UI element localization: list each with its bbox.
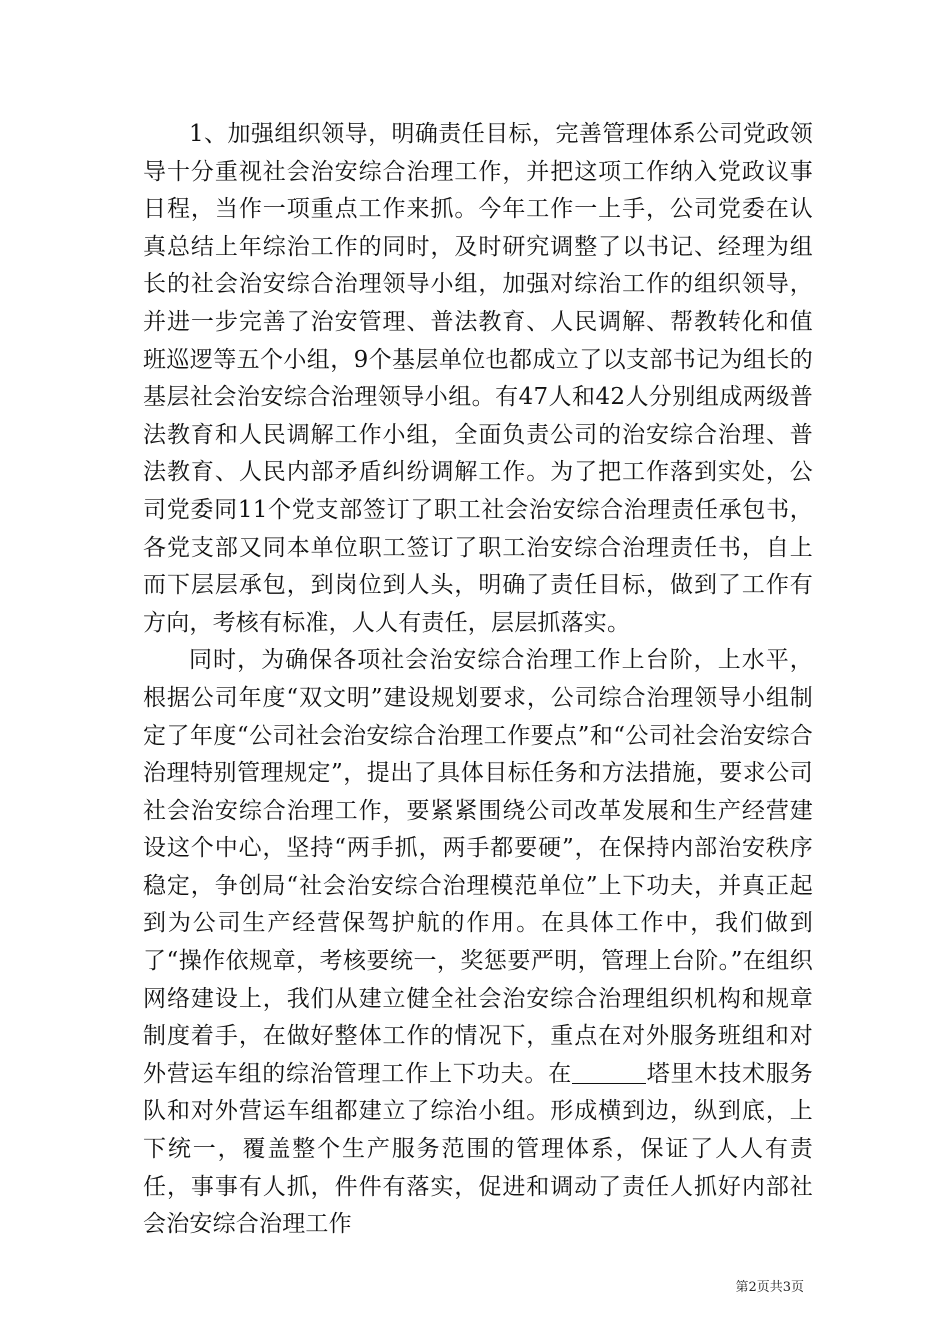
fill-in-blank: [572, 1060, 646, 1084]
paragraph-1: 1、加强组织领导，明确责任目标，完善管理体系公司党政领导十分重视社会治安综合治理工作，并把这项工作纳入党政议事日程，当作一项重点工作来抓。今年工作一上手，公司党委在认真总结上年综治工作的同时，及时研究调整了以书记、经理为组长的社会治安综合治理领导小组，加强对综治工作的组织领导，并进一步完善了治安管理、普法教育、人民调解、帮教转化和值班巡逻等五个小组，9个基层单位也都成立了以支部书记为组长的基层社会治安综合治理领导小组。有47人和42人分别组成两级普法教育和人民调解工作小组，全面负责公司的治安综合治理、普法教育、人民内部矛盾纠纷调解工作。为了把工作落到实处，公司党委同11个党支部签订了职工社会治安综合治理责任承包书，各党支部又同本单位职工签订了职工治安综合治理责任书，自上而下层层承包，到岗位到人头，明确了责任目标，做到了工作有方向，考核有标准，人人有责任，层层抓落实。: [143, 121, 813, 636]
paragraph-2-text-after-blank: 塔里木技术服务队和对外营运车组都建立了综治小组。形成横到边，纵到底，上下统一，覆盖整个生产服务范围的管理体系，保证了人人有责任，事事有人抓，件件有落实，促进和调动了责任人抓好内部社会治安综合治理工作: [143, 1060, 813, 1238]
paragraph-2-text-before-blank: 同时，为确保各项社会治安综合治理工作上台阶，上水平，根据公司年度“双文明”建设规划要求，公司综合治理领导小组制定了年度“公司社会治安综合治理工作要点”和“公司社会治安综合治理特别管理规定”，提出了具体目标任务和方法措施，要求公司社会治安综合治理工作，要紧紧围绕公司改革发展和生产经营建设这个中心，坚持“两手抓，两手都要硬”，在保持内部治安秩序稳定，争创局“社会治安综合治理模范单位”上下功夫，并真正起到为公司生产经营保驾护航的作用。在具体工作中，我们做到了“操作依规章，考核要统一，奖惩要严明，管理上台阶。”在组织网络建设上，我们从建立健全社会治安综合治理组织机构和规章制度着手，在做好整体工作的情况下，重点在对外服务班组和对外营运车组的综治管理工作上下功夫。在: [143, 647, 813, 1087]
paragraph-2: [143, 642, 813, 1244]
document-body: [143, 116, 813, 1244]
page-number-footer: 第2页共3页: [735, 1280, 804, 1295]
